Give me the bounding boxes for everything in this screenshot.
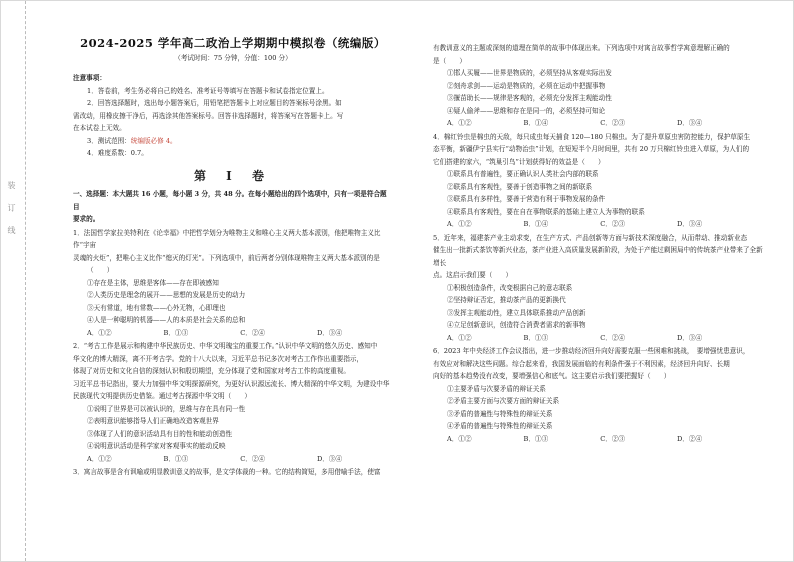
question-text: 2．“考古工作是展示和构建中华民族历史、中华文明瑰宝的重要工作。”认识中华文明的悠久历史、感知中 <box>73 342 378 350</box>
notice-range-value: 统编版必修 4。 <box>130 136 177 145</box>
question-text: 习近平总书记指出，要大力加强中华文明探源研究，为更好认识源远流长、博大精深的中华文明，为建设中华 <box>73 379 390 388</box>
choice-item: ④说明意识活动是科学家对客观事实的能动反映 <box>87 442 226 450</box>
choice-item: ③矛盾的普遍性与特殊性的辩证关系 <box>447 409 553 418</box>
right-column <box>433 41 768 445</box>
answer-option[interactable]: D．③④ <box>677 119 703 127</box>
choice-item: ②坚持辩证否定，推动茶产品的更新换代 <box>447 296 566 304</box>
answer-option[interactable]: B．①③ <box>523 333 549 342</box>
notice-line: 2．回答选择题时，选出每小题答案后，用铅笔把答题卡上对应题目的答案标号涂黑。如 <box>87 99 342 107</box>
question-text: 5．近年来，福建茶产业主动求变，在生产方式、产品创新等方面与新技术深度融合，从而带动、推动新业态 <box>433 233 748 242</box>
notice-range <box>73 135 393 148</box>
choice-item: ③发挥主观能动性，建立具体联系推动产品创新 <box>447 308 586 317</box>
question-1 <box>73 227 393 340</box>
section-intro: 要求的。 <box>73 215 100 223</box>
question-text: 有教训意义的主题或深刻的道理在简单的故事中体现出来。下列选项中对寓言故事哲学寓意理解正确的 <box>433 44 730 52</box>
question-text: 6．2023 年中央经济工作会议指出，进一步推动经济回升向好需要克服一些困难和挑战， 要增强忧患意识， <box>433 347 750 355</box>
choice-item: ③体现了人们的意识活动具有目的性和能动创造性 <box>87 429 233 438</box>
question-text: 3．寓言故事是含有讽喻或明显教训意义的故事，是文学体裁的一种。它的结构简短，多用借喻手法，使富 <box>73 468 381 476</box>
answer-option[interactable]: A．①② <box>447 434 472 443</box>
choice-item: ③联系具有多样性，要善于营造有利于事物发展的条件 <box>447 195 606 203</box>
choice-item: ③天有常道，地有常数——心外无物，心即理也 <box>87 303 226 312</box>
question-text: 是（ ） <box>433 56 466 65</box>
question-2 <box>73 340 393 465</box>
answer-option[interactable]: D．③④ <box>677 333 703 342</box>
question-text: 华文化的博大精深，离不开考古学。党的十八大以来，习近平总书记多次对考古工作作出重要指示， <box>73 354 364 363</box>
answer-options <box>433 117 768 130</box>
answer-option[interactable]: B．①③ <box>523 434 549 443</box>
question-text: 有效应对和解决这些问题。综合起来看，我国发展面临的有利条件强于不利因素，经济回升向好、长期 <box>433 359 730 368</box>
choice-item: ②矛盾主要方面与次要方面的辩证关系 <box>447 397 560 405</box>
section-title: 第 I 卷 <box>194 168 272 183</box>
choice-item: ②人类历史是理念的展开——思想的发展是历史的动力 <box>87 291 246 299</box>
answer-option[interactable]: D．②④ <box>677 434 703 443</box>
question-text: 1．法国哲学家拉美特利在《论幸福》中把哲学划分为唯物主义和唯心主义两大基本派别，他把唯物主义比作“宇宙 <box>73 228 381 249</box>
choice-item: ④联系具有客观性，要在自在事物联系的基础上建立人为事物的联系 <box>447 207 645 216</box>
answer-option[interactable]: C．②③ <box>600 220 626 228</box>
question-5 <box>433 232 768 345</box>
notice-heading: 注意事项： <box>73 74 106 82</box>
answer-options <box>433 332 768 345</box>
choice-item: ①说明了世界是可以被认识的，思维与存在具有同一性 <box>87 404 246 413</box>
question-6 <box>433 345 768 445</box>
notice-difficulty: 4．难度系数：0.7。 <box>87 149 148 157</box>
question-text: 灵魂的火炬”，把唯心主义比作“熄灭的灯光”。下列选项中，前后两者分别体现唯物主义两大基本派别的是 <box>73 253 380 262</box>
choice-item: ④矛盾的普遍性与特殊性的辩证关系 <box>447 422 553 430</box>
binding-label: 装 订 线 <box>7 181 16 241</box>
choice-item: ③揠苗助长——规律是客观的，必须充分发挥主观能动性 <box>447 94 612 102</box>
answer-option[interactable]: C．②③ <box>600 119 626 127</box>
exam-title: 2024-2025 学年高二政治上学期期中模拟卷（统编版） <box>80 36 386 50</box>
notice-line: 1．答卷前，考生务必将自己的姓名、准考证号等填写在答题卡和试卷指定位置上。 <box>87 86 329 95</box>
answer-option[interactable]: B．①③ <box>163 328 189 337</box>
answer-option[interactable]: D．③④ <box>677 220 703 228</box>
choice-item: ①存在是主体，思维是客体——存在即被感知 <box>87 278 219 287</box>
exam-subtitle: （考试时间：75 分钟，分值：100 分） <box>174 53 292 62</box>
question-text: 4．棉红铃虫是棉虫的天敌，每只成虫每天捕食 120—180 只棉虫。为了提升草原虫害防控能力，保护草原生 <box>433 132 751 141</box>
answer-options <box>73 453 393 466</box>
question-text: 向好的基本趋势没有改变，要增强信心和底气。这主要启示我们要把握好（ ） <box>433 372 671 380</box>
answer-option[interactable]: C．②④ <box>600 333 626 342</box>
left-column <box>73 31 393 479</box>
answer-option[interactable]: D．③④ <box>317 454 343 463</box>
question-text: （ ） <box>87 266 114 274</box>
question-text: 点。这启示我们要（ ） <box>433 271 513 279</box>
question-3-continued <box>433 42 768 130</box>
choice-item: ①主要矛盾与次要矛盾的辩证关系 <box>447 384 546 393</box>
choice-item: ④立足创新意识，创造符合消费者需求的新事物 <box>447 321 586 329</box>
choice-item: ②联系具有客观性，要善于创造事物之间的新联系 <box>447 182 593 191</box>
notice-line: 在本试卷上无效。 <box>73 124 126 132</box>
answer-options <box>433 218 768 231</box>
answer-option[interactable]: A．①② <box>87 328 112 337</box>
choice-item: ④疑人偷斧——思维和存在是同一的，必须坚持可知论 <box>447 106 606 115</box>
answer-option[interactable]: B．①④ <box>523 119 549 127</box>
notice-line: 需改动，用橡皮擦干净后，再选涂其他答案标号。回答非选择题时，将答案写在答题卡上。写 <box>73 111 344 120</box>
choice-item: ④人是一种聪明的机器——人的本质是社会关系的总和 <box>87 316 246 324</box>
question-text: 体现了对历史和文化自信的深刻认识和殷切期望，充分体现了党和国家对考古工作的高度重视。 <box>73 367 350 375</box>
section-intro: 一、选择题：本大题共 16 小题，每小题 3 分，共 48 分。在每小题给出的四个选项中，只有一项是符合题目 <box>73 190 387 211</box>
choice-item: ①邯人买履——世界是物质的，必须坚持从客观实际出发 <box>447 69 612 77</box>
answer-option[interactable]: C．②③ <box>600 434 626 443</box>
answer-option[interactable]: D．③④ <box>317 328 343 337</box>
binding-strip <box>1 1 26 561</box>
choice-item: ②刻舟求剑——运动是物质的，必须在运动中把握事物 <box>447 81 606 90</box>
answer-options <box>73 327 393 340</box>
choice-item: ①积极创造条件，改变根据自己的意志联系 <box>447 283 573 292</box>
question-text: 态平衡，新疆伊宁县实行“动物治虫”计划，在短短半个月时间里，共有 20 万只棉红铃虫进入草原，为人们的 <box>433 145 750 153</box>
answer-option[interactable]: A．①② <box>87 454 112 463</box>
answer-option[interactable]: A．①② <box>447 119 472 127</box>
answer-option[interactable]: C．②④ <box>240 328 266 337</box>
question-3 <box>73 466 393 479</box>
choice-item: ①联系具有普遍性，要正确认识人类社会内部的联系 <box>447 170 599 178</box>
question-text: 催生出一批新式茶饮等新兴业态，茶产业进入高质量发展新阶段，为处于产能过剩困局中的传统茶产业带来了全新增长 <box>433 246 763 267</box>
question-4 <box>433 131 768 231</box>
answer-options <box>433 433 768 446</box>
question-text: 它们搭建的家六，“筑巢引鸟”计划获得好的效益是（ ） <box>433 157 605 166</box>
notice-range-prefix: 3．测试范围： <box>87 136 131 145</box>
choice-item: ②表明意识能够指导人们正确地改造客观世界 <box>87 417 219 425</box>
answer-option[interactable]: C．②④ <box>240 454 266 463</box>
answer-option[interactable]: B．①③ <box>163 454 189 463</box>
answer-option[interactable]: A．①② <box>447 333 472 342</box>
answer-option[interactable]: B．①④ <box>523 220 549 228</box>
answer-option[interactable]: A．①② <box>447 220 472 228</box>
question-text: 民族现代文明提供历史借鉴。通过考古探源中华文明（ ） <box>73 392 252 400</box>
